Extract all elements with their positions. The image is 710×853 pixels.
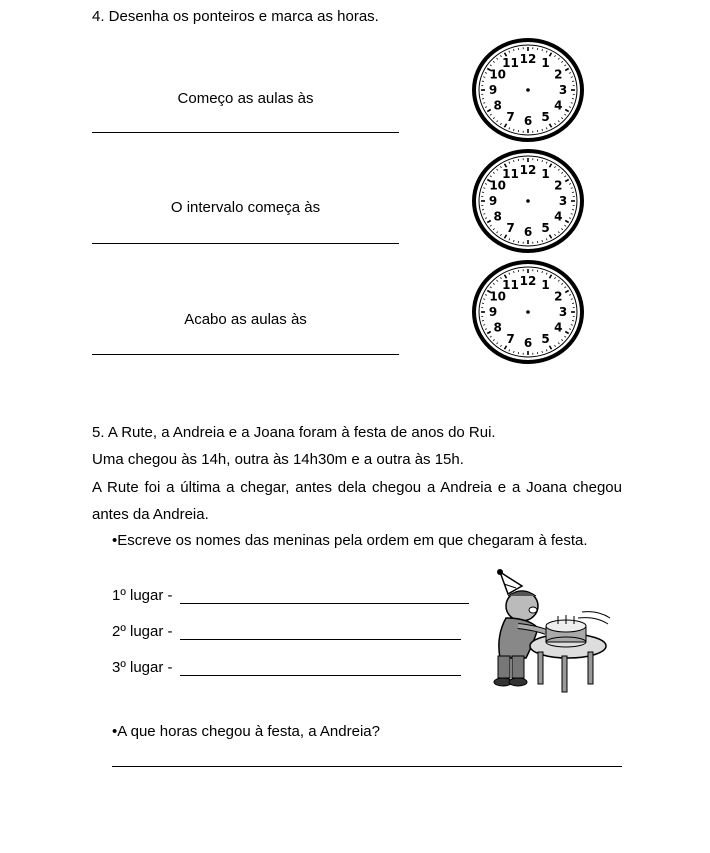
clock-number: 5: [541, 109, 550, 124]
bullet-order-question: [112, 532, 588, 550]
prompt-start-classes: Começo as aulas às: [177, 90, 314, 107]
exercise-5-clues: A Rute foi a última a chegar, antes dela chegou a Andreia e a Joana chegou antes da Andreia.: [92, 479, 622, 523]
clock-number: 11: [502, 56, 519, 71]
clock-number: 2: [554, 178, 563, 193]
bullet-icon: •: [112, 723, 118, 740]
clock-number: 6: [523, 225, 533, 239]
clock-center-dot: [526, 199, 530, 203]
answer-line-place-3[interactable]: [180, 675, 461, 676]
clock-number: 6: [523, 114, 533, 128]
clock-number: 11: [502, 167, 519, 182]
bullet-icon: •: [112, 532, 118, 549]
clock-number: 1: [541, 278, 550, 293]
exercise-5-arrival-times: Uma chegou às 14h, outra às 14h30m e a outra às 15h.: [92, 451, 464, 468]
clock-number: 12: [519, 163, 537, 177]
clock-center-dot: [526, 310, 530, 314]
prompt-end-classes: Acabo as aulas às: [184, 311, 307, 328]
clock-number: 9: [488, 83, 498, 97]
clock-number: 12: [519, 274, 537, 288]
clock-number: 10: [489, 289, 507, 304]
clock-number: 9: [488, 194, 498, 208]
clock-number: 1: [541, 167, 550, 182]
clock-number: 3: [558, 83, 568, 97]
clock-number: 3: [558, 305, 568, 319]
clock-number: 11: [502, 278, 519, 293]
place-2-label: 2º lugar -: [112, 623, 173, 640]
bullet-time-text: A que horas chegou à festa, a Andreia?: [117, 723, 380, 740]
clock-number: 7: [506, 220, 515, 235]
clock-number: 2: [554, 67, 563, 82]
clock-number: 4: [554, 320, 563, 335]
birthday-boy-cake-icon: [478, 566, 618, 696]
answer-line-andreia-time[interactable]: [112, 766, 622, 767]
clock-face-icon[interactable]: [471, 149, 585, 253]
clock-number: 5: [541, 220, 550, 235]
clock-number: 8: [493, 320, 502, 335]
clock-center-dot: [526, 88, 530, 92]
clock-number: 1: [541, 56, 550, 71]
clock-face-icon[interactable]: [471, 260, 585, 364]
clock-number: 4: [554, 209, 563, 224]
answer-line-end-classes[interactable]: [92, 354, 399, 355]
clock-number: 3: [558, 194, 568, 208]
clock-number: 7: [506, 331, 515, 346]
answer-line-place-2[interactable]: [180, 639, 461, 640]
clock-number: 8: [493, 209, 502, 224]
clock-face-icon[interactable]: [471, 38, 585, 142]
clock-number: 4: [554, 98, 563, 113]
clock-number: 10: [489, 178, 507, 193]
clock-number: 7: [506, 109, 515, 124]
bullet-order-text: Escreve os nomes das meninas pela ordem em que chegaram à festa.: [117, 532, 588, 549]
place-1-label: 1º lugar -: [112, 587, 173, 604]
answer-line-place-1[interactable]: [180, 603, 469, 604]
prompt-break-start: O intervalo começa às: [170, 199, 321, 216]
exercise-4-title: 4. Desenha os ponteiros e marca as horas.: [92, 8, 379, 25]
clock-number: 6: [523, 336, 533, 350]
exercise-5-intro: 5. A Rute, a Andreia e a Joana foram à festa de anos do Rui.: [92, 424, 496, 441]
bullet-time-question: [112, 723, 380, 741]
clock-number: 8: [493, 98, 502, 113]
clock-number: 5: [541, 331, 550, 346]
clock-number: 2: [554, 289, 563, 304]
place-3-label: 3º lugar -: [112, 659, 173, 676]
clock-number: 9: [488, 305, 498, 319]
clock-number: 10: [489, 67, 507, 82]
clock-number: 12: [519, 52, 537, 66]
answer-line-start-classes[interactable]: [92, 132, 399, 133]
answer-line-break-start[interactable]: [92, 243, 399, 244]
